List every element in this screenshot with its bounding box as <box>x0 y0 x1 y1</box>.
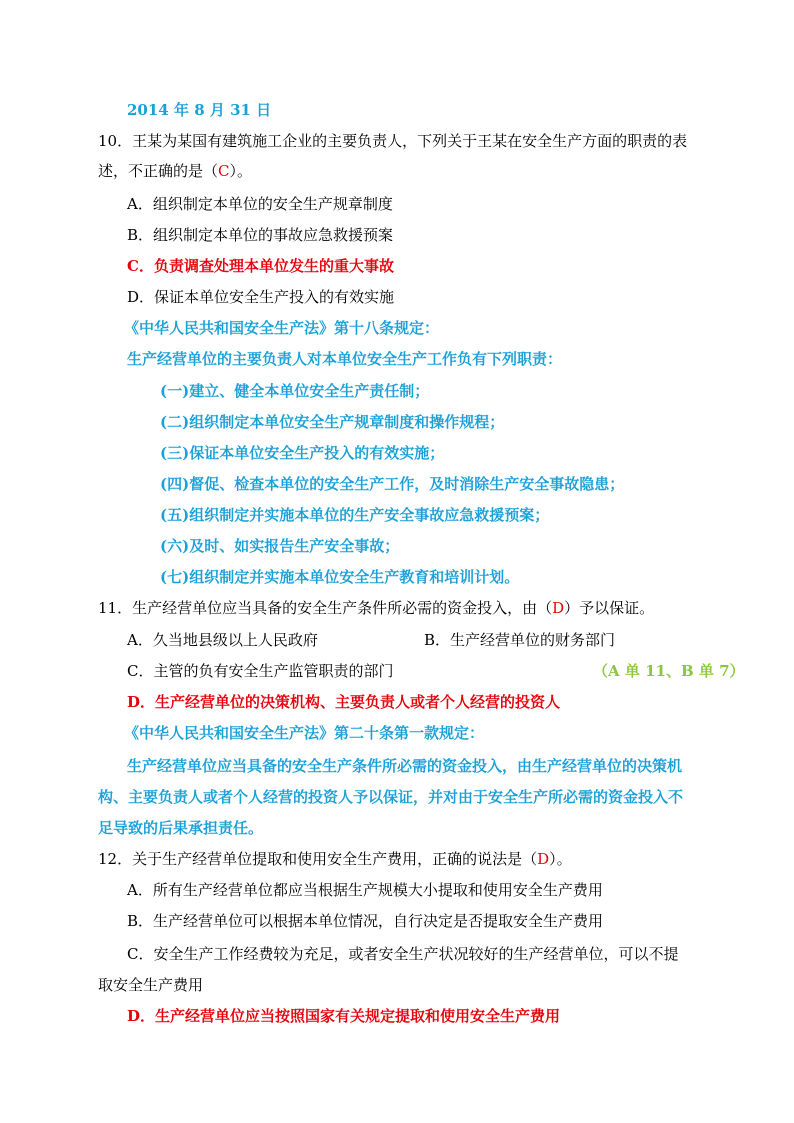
q11-option-c: C．主管的负有安全生产监管职责的部门 <box>127 662 394 680</box>
q10-law-item: (六)及时、如实报告生产安全事故； <box>160 537 400 555</box>
q10-law-item: (四)督促、检查本单位的安全生产工作，及时消除生产安全事故隐患； <box>160 475 625 493</box>
q10-law-item: (二)组织制定本单位安全生产规章制度和操作规程； <box>160 413 505 431</box>
q10-option-c: C．负责调查处理本单位发生的重大事故 <box>127 257 394 275</box>
q11-option-a: A．久当地县级以上人民政府 <box>127 631 318 649</box>
q10-option-b: B．组织制定本单位的事故应急救援预案 <box>127 226 394 244</box>
q10-law-item: (一)建立、健全本单位安全生产责任制； <box>160 382 430 400</box>
q10-law-item: (三)保证本单位安全生产投入的有效实施； <box>160 444 445 462</box>
q10-law-item: (七)组织制定并实施本单位安全生产教育和培训计划。 <box>160 568 520 586</box>
q12-option-c-line1: C．安全生产工作经费较为充足，或者安全生产状况较好的生产经营单位，可以不提 <box>127 945 679 963</box>
q10-stem-post: ）。 <box>229 162 253 180</box>
q11-option-b: B．生产经营单位的财务部门 <box>424 631 616 649</box>
q10-law-title: 《中华人民共和国安全生产法》第十八条规定： <box>124 319 440 337</box>
q11-law-line: 构、主要负责人或者个人经营的投资人予以保证，并对由于安全生产所必需的资金投入不 <box>98 788 684 806</box>
q11-option-d: D．生产经营单位的决策机构、主要负责人或者个人经营的投资人 <box>127 693 561 711</box>
q11-answer: D <box>552 599 565 617</box>
q12-option-c-line2: 取安全生产费用 <box>98 976 204 994</box>
q11-law-title: 《中华人民共和国安全生产法》第二十条第一款规定： <box>124 724 485 742</box>
q12-stem <box>98 849 572 869</box>
q10-stem-pre: 述，不正确的是（ <box>98 162 219 180</box>
q12-option-b: B．生产经营单位可以根据本单位情况，自行决定是否提取安全生产费用 <box>127 912 604 930</box>
q12-stem-pre: 12．关于生产经营单位提取和使用安全生产费用，正确的说法是（ <box>98 850 538 868</box>
q12-option-a: A．所有生产经营单位都应当根据生产规模大小提取和使用安全生产费用 <box>127 881 603 899</box>
q11-stem-post: ）予以保证。 <box>564 599 655 617</box>
q10-option-d: D．保证本单位安全生产投入的有效实施 <box>127 288 395 306</box>
date-heading: 2014 年 8 月 31 日 <box>127 101 272 119</box>
q10-law-item: (五)组织制定并实施本单位的生产安全事故应急救援预案； <box>160 506 550 524</box>
q10-law-intro: 生产经营单位的主要负责人对本单位安全生产工作负有下列职责： <box>127 350 563 368</box>
q12-option-d: D．生产经营单位应当按照国家有关规定提取和使用安全生产费用 <box>127 1007 561 1025</box>
q10-stem-line2 <box>98 161 252 181</box>
q10-option-a: A．组织制定本单位的安全生产规章制度 <box>127 195 393 213</box>
q12-answer: D <box>537 850 550 868</box>
q11-law-line: 足导致的后果承担责任。 <box>98 819 264 837</box>
q11-stem-pre: 11．生产经营单位应当具备的安全生产条件所必需的资金投入，由（ <box>98 599 553 617</box>
q11-source-note: （A 单 11、B 单 7） <box>593 662 745 680</box>
q11-law-line: 生产经营单位应当具备的安全生产条件所必需的资金投入，由生产经营单位的决策机 <box>127 757 683 775</box>
q10-answer: C <box>218 162 230 180</box>
q12-stem-post: ）。 <box>549 850 572 868</box>
q10-stem-line1: 10．王某为某国有建筑施工企业的主要负责人，下列关于王某在安全生产方面的职责的表 <box>98 132 688 150</box>
q11-stem <box>98 598 654 618</box>
